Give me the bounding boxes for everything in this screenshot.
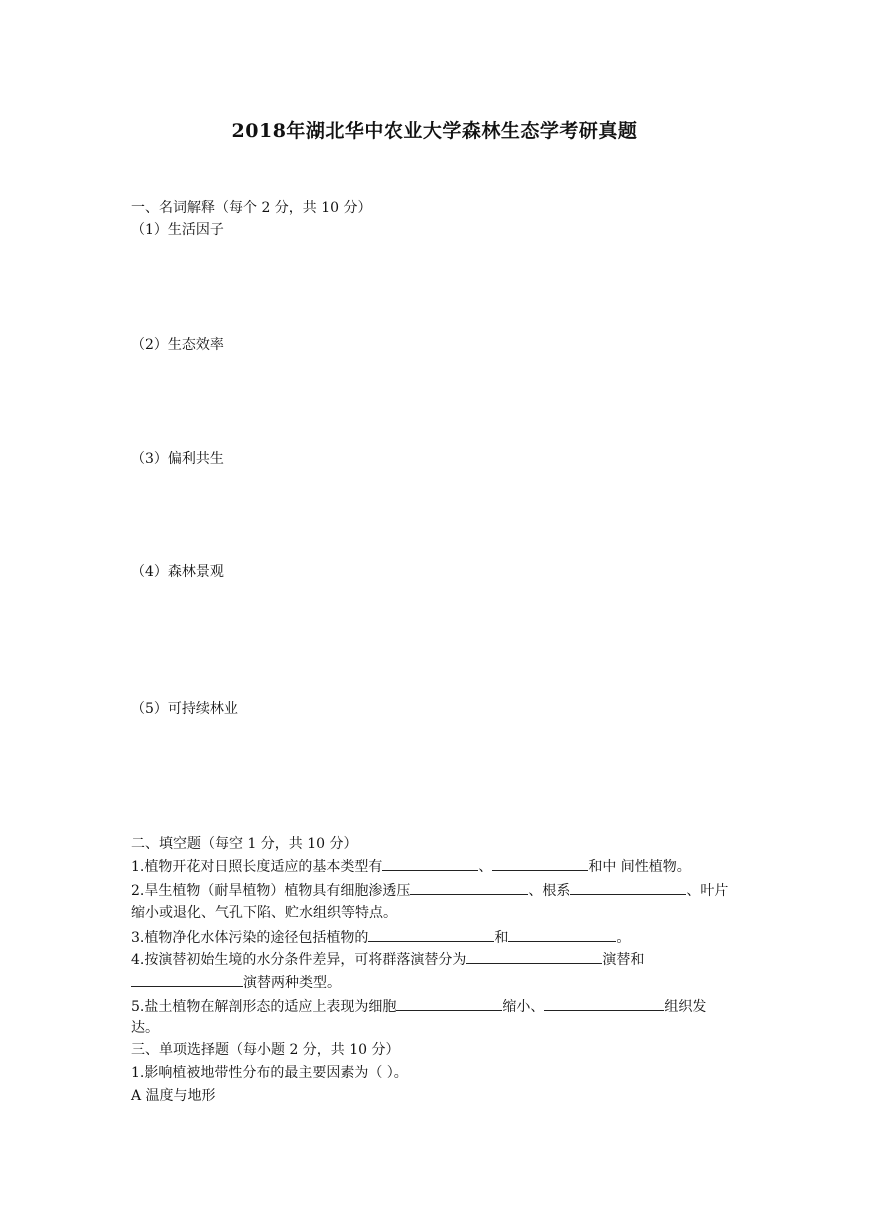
section3-heading: 三、单项选择题（每小题 2 分，共 10 分）: [131, 1042, 400, 1058]
answer-blank[interactable]: [382, 856, 478, 871]
answer-blank[interactable]: [466, 949, 602, 964]
fill-question-5-cont: 达。: [131, 1020, 159, 1036]
term-item-3: （3）偏利共生: [131, 451, 224, 467]
answer-blank[interactable]: [508, 927, 616, 942]
fill-question-5: 5.盐土植物在解剖形态的适应上表现为细胞 缩小、 组织发: [131, 996, 739, 1017]
answer-blank[interactable]: [492, 856, 588, 871]
section2-heading: 二、填空题（每空 1 分，共 10 分）: [131, 836, 358, 852]
term-item-5: （5）可持续林业: [131, 701, 238, 717]
answer-blank[interactable]: [368, 927, 494, 942]
term-item-2: （2）生态效率: [131, 337, 224, 353]
choice-question-1: 1.影响植被地带性分布的最主要因素为（ ）。: [131, 1065, 408, 1081]
fill-question-4: 4.按演替初始生境的水分条件差异，可将群落演替分为 演替和: [131, 949, 739, 970]
section1-heading: 一、名词解释（每个 2 分，共 10 分）: [131, 200, 372, 216]
answer-blank[interactable]: [131, 972, 243, 987]
answer-blank[interactable]: [570, 880, 686, 895]
document-title: 2018年湖北华中农业大学森林生态学考研真题: [231, 120, 638, 142]
fill-question-2: 2.旱生植物（耐旱植物）植物具有细胞渗透压 、根系 、叶片: [131, 880, 739, 901]
fill-question-1: 1.植物开花对日照长度适应的基本类型有 、 和中 间性植物。: [131, 856, 739, 877]
answer-blank[interactable]: [410, 880, 528, 895]
fill-question-3: 3.植物净化水体污染的途径包括植物的 和 。: [131, 927, 739, 948]
fill-question-4-cont: 演替两种类型。: [131, 972, 739, 993]
answer-blank[interactable]: [396, 996, 502, 1011]
fill-question-2-cont: 缩小或退化、气孔下陷、贮水组织等特点。: [131, 905, 397, 921]
answer-blank[interactable]: [544, 996, 664, 1011]
term-item-1: （1）生活因子: [131, 222, 224, 238]
choice-option-a[interactable]: A 温度与地形: [131, 1088, 216, 1104]
term-item-4: （4）森林景观: [131, 564, 224, 580]
